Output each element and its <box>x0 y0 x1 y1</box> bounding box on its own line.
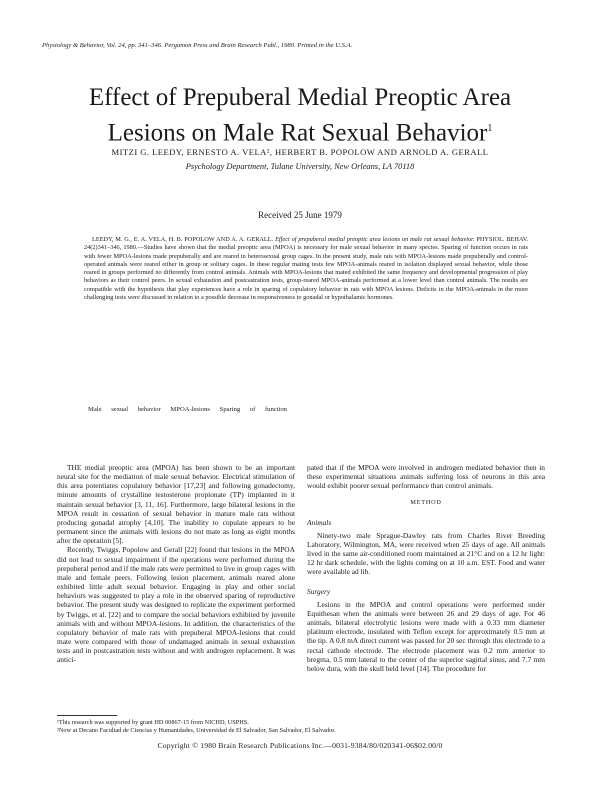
title-line-2-text: Lesions on Male Rat Sexual Behavior <box>107 119 488 147</box>
keyword: Sparing of function <box>219 406 287 413</box>
copyright-line: Copyright © 1980 Brain Research Publications Inc.—0031-9384/80/020341-06$02.00/0 <box>157 741 443 750</box>
left-column <box>57 463 295 664</box>
method-heading: METHOD <box>410 499 442 507</box>
abstract-citation-title: Effect of prepuberal medial preoptic area lesions on male rat sexual behavior. <box>275 236 475 243</box>
title-footnote-mark: 1 <box>487 123 493 134</box>
keyword: MPOA-lesions <box>170 406 210 413</box>
animals-paragraph: Ninety-two male Sprague-Dawley rats from Charles River Breeding Laboratory, Wilmington, MA, were received when 25 days of age. All animals lived in the same air-conditioned room maintained at 21°C and on a 12 hr light: 12 hr dark schedule, with the lights coming on at 10 a.m. EST. Food and water were available ad lib. <box>307 530 545 577</box>
right-column <box>307 463 545 673</box>
keyword: Male sexual behavior <box>88 406 161 413</box>
affiliation: Psychology Department, Tulane University, New Orleans, LA 70118 <box>185 162 415 171</box>
abstract-citation-journal: PHYSIOL. BEHAV. 24(2)341–346, 1980.— <box>84 236 528 252</box>
abstract-citation-authors: LEEDY, M. G., E. A. VELA, H. B. POPOLOW AND A. A. GERALL. <box>92 236 274 243</box>
abstract <box>84 236 528 302</box>
running-head: Physiology & Behavior, Vol. 24, pp. 341–346. Pergamon Press and Brain Research Publ., 1980. Printed in the U.S.A. <box>42 42 353 49</box>
animals-heading: Animals <box>307 517 332 527</box>
keywords <box>88 406 528 413</box>
footnote-divider <box>57 715 117 716</box>
footnote-2: ²Now at Decano Facultad de Ciencias y Humanidades, Universidad de El Salvador, San Salvador, El Salvador. <box>57 727 336 734</box>
intro-continuation: pated that if the MPOA were involved in androgen mediated behavior then in these experimental situations animals suffering loss of neurons in this area would exhibit poorer sexual performance than control animals. <box>307 463 545 491</box>
title-line-2 <box>40 113 560 148</box>
received-date: Received 25 June 1979 <box>258 210 342 220</box>
surgery-paragraph: Lesions in the MPOA and control operations were performed under Equithesan when the animals were between 26 and 29 days of age. For 46 animals, bilateral electrolytic lesions were made with a 0.33 mm diameter platinum electrode, insulated with Teflon except for approximately 0.5 mm at the tip. A 0.8 mA direct current was passed for 20 sec through this electrode to a rectal cathode electrode. The electrode placement was 0.2 mm anterior to bregma, 0.5 mm lateral to the center of the superior sagittal sinus, and 7.7 mm below dura, with the skull held level [14]. The procedure for <box>307 599 545 673</box>
author-list: MITZI G. LEEDY, ERNESTO A. VELA², HERBERT B. POPOLOW AND ARNOLD A. GERALL <box>111 147 489 157</box>
surgery-heading: Surgery <box>307 586 331 596</box>
title-line-1: Effect of Prepuberal Medial Preoptic Area <box>88 84 512 111</box>
footnotes <box>57 719 557 735</box>
intro-paragraph-2: Recently, Twiggs, Popolow and Gerall [22] found that lesions in the MPOA did not lead to sexual impairment if the operations were performed during the prepuberal period and if the male rats were permitted to live in group cages with male and female peers. Following lesion placement, animals reared alone exhibited little adult sexual behavior. Engaging in play and other social behaviors was suggested to play a role in the observed sparing of reproductive behavior. The present study was designed to replicate the experiment performed by Twiggs, et al. [22] and to compare the social behaviors exhibited by juvenile animals with and without MPOA-lesions. In addition, the characteristics of the copulatory behavior of male rats with prepuberal MPOA-lesions that could mate were compared with those of undamaged animals in sexual exhaustion tests and in postcastration tests without and with androgen replacement. It was antici- <box>57 545 295 665</box>
footnote-1: ¹This research was supported by grant HD 00867-15 from NICHD, USPHS. <box>57 719 249 726</box>
abstract-body: Studies have shown that the medial preoptic area (MPOA) is necessary for male sexual behavior in many species. Sparing of function occurs in rats with fewer MPOA-lesions made prepuberally and are reared in heterosexual group cages. In the present study, male rats with MPOA-lesions made prepuberally and control-operated animals were reared either in group or solitary cages. In these regular mating tests few MPOA-animals reared in isolation displayed sexual behavior, while those reared in groups performed no differently from control animals. Animals with MPOA-lesions that mated exhibited the same frequency and developmental progression of play behaviors as their control peers. In sexual exhaustion and postcastration tests, group-reared MPOA-animals performed at a lower level than control animals. The results are compatible with the hypothesis that play experiences have a role in sparing of copulatory behavior in rats with MPOA lesions. Deficits in the MPOA-animals in the more challenging tests were discussed in relation to a possible decrease in responsiveness to gonadal or hypothalamic hormones. <box>84 244 528 302</box>
article-title <box>40 82 560 148</box>
intro-paragraph-1: THE medial preoptic area (MPOA) has been shown to be an important neural site for the mediation of male sexual behavior. Electrical stimulation of this area potentiates copulatory behavior [17,23] and following gonadectomy, minute amounts of crystalline testosterone propionate (TP) implanted in it maintain sexual behavior [3, 11, 16]. Furthermore, large bilateral lesions in the MPOA result in cessation of sexual behavior in mature male rats without producing gonadal atrophy [4,10]. The inability to copulate appears to be permanent since the animals with lesions do not mate as long as eight months after the operation [5]. <box>57 463 295 546</box>
